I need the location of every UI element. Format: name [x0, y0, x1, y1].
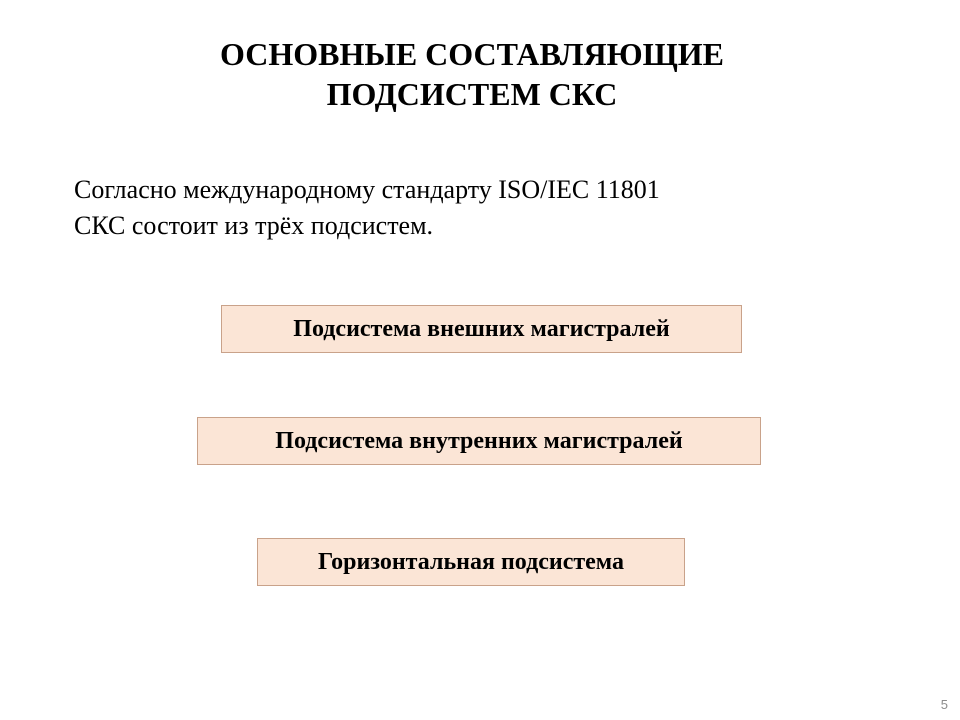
intro-text-line-2: СКС состоит из трёх подсистем. [74, 211, 434, 240]
subsystem-box-internal-backbone: Подсистема внутренних магистралей [197, 417, 761, 465]
page-number: 5 [940, 697, 948, 712]
slide-title [0, 34, 944, 114]
intro-text-line-1: Согласно международному стандарту ISO/IEC 11801 [74, 175, 660, 204]
subsystem-box-external-backbone: Подсистема внешних магистралей [221, 305, 742, 353]
slide-title-line-2: ПОДСИСТЕМ СКС [326, 76, 618, 112]
intro-text [74, 172, 834, 244]
slide-title-line-1: ОСНОВНЫЕ СОСТАВЛЯЮЩИЕ [219, 36, 724, 72]
subsystem-box-horizontal: Горизонтальная подсистема [257, 538, 685, 586]
